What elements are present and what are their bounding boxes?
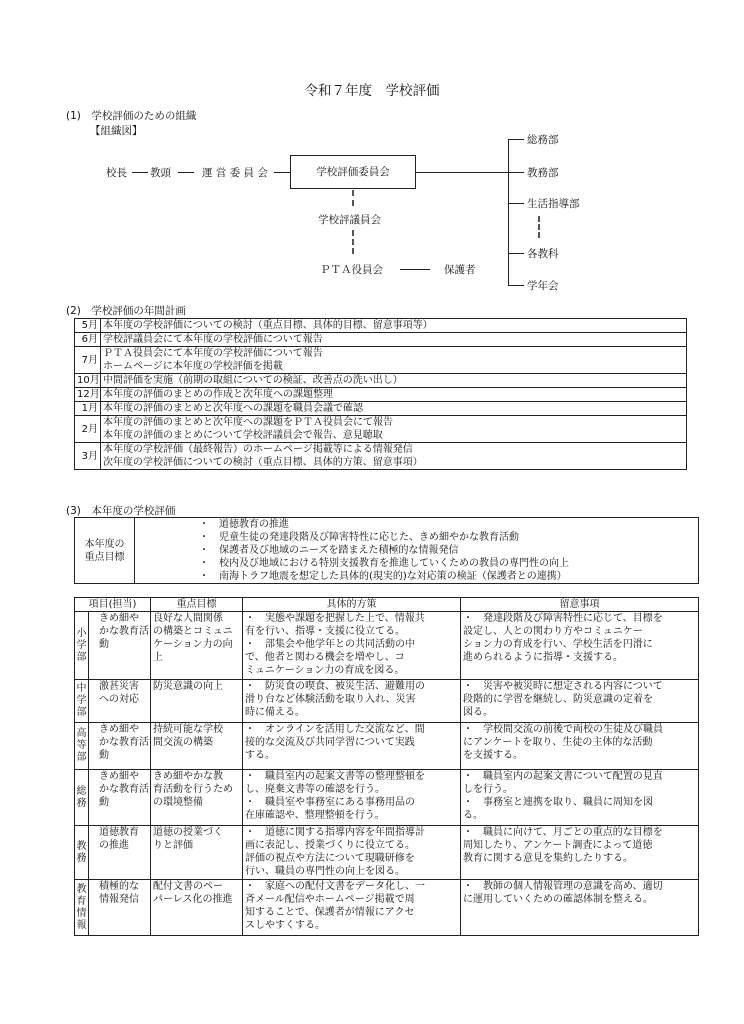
org-chart-label: 【組織図】 [90, 125, 143, 137]
row-item-line: への対応 [99, 694, 139, 705]
row-measure-line: 在庫確認や、整理整頓を行う。 [245, 810, 385, 821]
row-goal [151, 723, 243, 770]
row-goal-line: 持続可能な学校 [153, 724, 223, 735]
row-item-line: かな教育活 [99, 784, 149, 795]
org-pta-board: ＰＴＡ役員会 [320, 264, 383, 276]
dept-subjects: 各教科 [527, 248, 559, 260]
plan-month: 12月 [75, 388, 101, 402]
row-note-line: ション力の育成を行い、学校生活を円滑に [463, 639, 653, 650]
row-measure-line: ・ 防災食の喫食、被災生活、避難用の [245, 681, 425, 692]
row-measure-line: 評価の視点や方法について現職研修を [245, 853, 415, 864]
plan-month: 1月 [75, 402, 101, 416]
row-note-line: ・ 災害や被災時に想定される内容について [463, 681, 663, 692]
plan-row [75, 443, 687, 470]
row-item-line: かな教育活 [99, 737, 149, 748]
row-goal-line: 良好な人間関係 [153, 613, 223, 624]
evaluation-row [75, 612, 699, 680]
row-item-line: かな教育活 [99, 626, 149, 637]
row-measure-line: ・ 道徳に関する指導内容を年間指導計 [245, 827, 425, 838]
dept-grade-meeting: 学年会 [527, 280, 559, 292]
section2-heading: (2) 学校評価の年間計画 [66, 305, 186, 317]
row-measure-line: 行い、職員の専門性の向上を図る。 [245, 866, 405, 877]
row-item-line: 情報発信 [99, 894, 139, 905]
plan-content [101, 388, 687, 402]
evaluation-row [75, 826, 699, 880]
connector [178, 172, 194, 173]
connector [415, 172, 508, 173]
row-measure-line: ・ オンラインを活用した交流など、間 [245, 724, 425, 735]
row-measure-line: ミュニケーション力の育成を図る。 [245, 665, 405, 676]
row-goal [151, 680, 243, 723]
evaluation-row [75, 770, 699, 826]
row-item [89, 680, 151, 723]
row-note-line: 周知したり、アンケート調査によって道徳 [463, 840, 653, 851]
connector [508, 285, 524, 286]
plan-row [75, 319, 687, 333]
plan-month: 6月 [75, 333, 101, 347]
priority-goal: ・ 校内及び地域における特別支援教育を推進していくための教員の専門性の向上 [199, 558, 569, 569]
section3-heading: (3) 本年度の学校評価 [66, 505, 176, 517]
row-measure-line: ・ 家庭への配付文書をデータ化し、一 [245, 881, 425, 892]
org-management-committee: 運 営 委 員 会 [202, 167, 268, 179]
row-note-line: を支援する。 [463, 750, 523, 761]
row-measure [243, 680, 461, 723]
header-notes: 留意事項 [461, 598, 699, 612]
header-measures: 具体的方策 [243, 598, 461, 612]
row-item [89, 723, 151, 770]
row-item-line: きめ細や [99, 613, 139, 624]
plan-row [75, 347, 687, 374]
plan-line: ホームページに本年度の学校評価を掲載 [103, 361, 283, 372]
dashed-link [352, 190, 354, 206]
row-note [461, 826, 699, 880]
plan-content [101, 402, 687, 416]
dept-student-guidance: 生活指導部 [527, 198, 580, 210]
org-principal: 校長 [106, 167, 127, 179]
plan-line: 次年度の学校評価についての検討（重点目標、具体的方策、留意事項） [103, 457, 423, 468]
row-department: 教 育 情 報 [75, 880, 89, 936]
row-measure-line: スしやすくする。 [245, 920, 325, 931]
priority-goal: ・ 児童生徒の発達段階及び障害特性に応じた、きめ細やかな教育活動 [199, 532, 519, 543]
row-goal-line: の構築とコミュニ [153, 626, 233, 637]
row-goal [151, 880, 243, 936]
row-goal [151, 770, 243, 826]
org-school-councillors: 学校評議員会 [318, 214, 381, 226]
row-department: 教 務 [75, 826, 89, 880]
row-item-line: 激甚災害 [99, 681, 139, 692]
priority-goal: ・ 保護者及び地域のニーズを踏まえた積極的な情報発信 [199, 545, 459, 556]
row-goal [151, 826, 243, 880]
page-title: 令和７年度 学校評価 [304, 83, 440, 99]
row-measure-line: ・ 部集会や他学年との共同活動の中 [245, 639, 415, 650]
row-department: 小 学 部 [75, 612, 89, 680]
row-note [461, 723, 699, 770]
row-goal-line: 道徳の授業づく [153, 827, 223, 838]
plan-line: ＰＴＡ役員会にて本年度の学校評価について報告 [103, 348, 323, 359]
plan-line: 本年度の評価のまとめと次年度への課題を職員会議で確認 [103, 403, 363, 414]
row-note-line: 教育に関する意見を集約したりする。 [463, 853, 633, 864]
evaluation-table [74, 597, 699, 936]
connector [400, 269, 430, 270]
row-measure-line: 知することで、保護者が情報にアクセ [245, 907, 415, 918]
row-measure [243, 612, 461, 680]
row-note-line: ・ 職員に向けて、月ごとの重点的な目標を [463, 827, 663, 838]
plan-content [101, 416, 687, 443]
priority-goal: ・ 道徳教育の推進 [199, 519, 289, 530]
plan-line: 本年度の学校評価についての検討（重点目標、具体的目標、留意事項等） [103, 320, 433, 331]
row-note-line: 図る。 [463, 707, 493, 718]
plan-line: 本年度の評価のまとめと次年度への課題をＰＴＡ役員会にて報告 [103, 417, 393, 428]
row-note-line: に運用していくための確認体制を整える。 [463, 894, 653, 905]
row-goal-line: 上 [153, 652, 163, 663]
org-evaluation-committee: 学校評価委員会 [316, 166, 390, 178]
plan-row [75, 333, 687, 347]
row-goal-line: の環境整備 [153, 797, 203, 808]
row-note-line: 設定し、人との関わり方やコミュニケー [463, 626, 643, 637]
row-note-line: しを行う。 [463, 784, 513, 795]
row-item-line: 積極的な [99, 881, 139, 892]
row-goal-line: ケーション力の向 [153, 639, 233, 650]
row-measure-line: ・ 職員室内の起案文書等の整理整頓を [245, 771, 425, 782]
row-goal [151, 612, 243, 680]
annual-plan-table [74, 318, 687, 470]
priority-goal: ・ 南海トラフ地震を想定した具体的(現実的)な対応策の検証（保護者との連携） [199, 571, 567, 582]
header-item: 項目(担当) [75, 598, 151, 612]
row-item [89, 612, 151, 680]
row-measure-line: 接的な交流及び共同学習について実践 [245, 737, 415, 748]
row-measure-line: 時に備える。 [245, 707, 305, 718]
row-note-line: にアンケートを取り、生徒の主体的な活動 [463, 737, 653, 748]
row-measure [243, 723, 461, 770]
row-measure-line: 有を行い、指導・支援に役立てる。 [245, 626, 405, 637]
plan-line: 本年度の評価のまとめの作成と次年度への課題整理 [103, 389, 333, 400]
row-goal-line: パーレス化の推進 [153, 894, 233, 905]
priority-goals-table [74, 517, 699, 584]
dept-trunk-line [508, 139, 509, 285]
plan-month: 7月 [75, 347, 101, 374]
row-measure-line: 画に表記し、授業づくりに役立てる。 [245, 840, 415, 851]
row-measure-line: ・ 職員室や事務室にある事務用品の [245, 797, 415, 808]
plan-line: 中間評価を実施（前期の取組についての検証、改善点の洗い出し） [103, 375, 403, 386]
row-measure-line: 滑り台など体験活動を取り入れ、災害 [245, 694, 416, 705]
row-note-line: ・ 事務室と連携を取り、職員に周知を図 [463, 797, 653, 808]
plan-row [75, 388, 687, 402]
row-measure [243, 770, 461, 826]
connector [508, 203, 524, 204]
priority-goals-label: 本年度の 重点目標 [75, 518, 135, 584]
dashed-link [352, 230, 354, 254]
plan-content [101, 443, 687, 470]
row-goal-line: 育活動を行うため [153, 784, 233, 795]
row-item-line: 動 [99, 750, 109, 761]
row-goal-line: きめ細やかな教 [153, 771, 223, 782]
row-note-line: ・ 発達段階及び障害特性に応じて、目標を [463, 613, 663, 624]
plan-content [101, 347, 687, 374]
row-note [461, 770, 699, 826]
row-note-line: ・ 教師の個人情報管理の意識を高め、適切 [463, 881, 663, 892]
connector [274, 172, 290, 173]
connector [508, 172, 524, 173]
row-goal-line: 防災意識の向上 [153, 681, 223, 692]
evaluation-row [75, 880, 699, 936]
row-item-line: 動 [99, 639, 109, 650]
row-item [89, 826, 151, 880]
row-note-line: 進められるように指導・支援する。 [463, 652, 623, 663]
row-item [89, 880, 151, 936]
plan-month: 3月 [75, 443, 101, 470]
evaluation-row [75, 723, 699, 770]
row-measure [243, 880, 461, 936]
row-measure-line: ・ 実態や課題を把握した上で、情報共 [245, 613, 425, 624]
row-note-line: ・ 職員室内の起案文書について配置の見直 [463, 771, 663, 782]
row-measure-line: で、他者と関わる機会を増やし、コ [245, 652, 405, 663]
dept-academic-affairs: 教務部 [527, 167, 559, 179]
row-measure-line: 斉メール配信やホームページ掲載で周 [245, 894, 415, 905]
row-note [461, 680, 699, 723]
row-item [89, 770, 151, 826]
row-item-line: 動 [99, 797, 109, 808]
row-item-line: 道徳教育 [99, 827, 139, 838]
row-goal-line: りと評価 [153, 840, 193, 851]
row-department: 総 務 [75, 770, 89, 826]
row-measure [243, 826, 461, 880]
row-item-line: きめ細や [99, 724, 139, 735]
row-note-line: る。 [463, 810, 483, 821]
dept-general-affairs: 総務部 [527, 134, 559, 146]
row-item-line: きめ細や [99, 771, 139, 782]
plan-row [75, 402, 687, 416]
plan-month: 2月 [75, 416, 101, 443]
row-department: 高 等 部 [75, 723, 89, 770]
row-note [461, 880, 699, 936]
row-department: 中 学 部 [75, 680, 89, 723]
plan-month: 5月 [75, 319, 101, 333]
section1-heading: (1) 学校評価のための組織 [66, 110, 197, 122]
plan-row [75, 374, 687, 388]
row-goal-line: 間交流の構築 [153, 737, 213, 748]
evaluation-row [75, 680, 699, 723]
row-item-line: の推進 [99, 840, 129, 851]
header-goal: 重点目標 [151, 598, 243, 612]
plan-month: 10月 [75, 374, 101, 388]
row-note-line: 段階的に学習を継続し、防災意識の定着を [463, 694, 653, 705]
row-measure-line: し、廃棄文書等の確認を行う。 [245, 784, 385, 795]
row-note-line: ・ 学校間交流の前後で両校の生徒及び職員 [463, 724, 663, 735]
row-goal-line: 配付文書のペー [153, 881, 223, 892]
plan-content [101, 374, 687, 388]
row-measure-line: する。 [245, 750, 275, 761]
plan-line: 本年度の学校評価（最終報告）のホームページ掲載等による情報発信 [103, 444, 413, 455]
row-note [461, 612, 699, 680]
plan-row [75, 416, 687, 443]
org-vice-principal: 教頭 [150, 167, 171, 179]
connector [508, 139, 524, 140]
connector [132, 172, 148, 173]
dept-dashed-link [538, 216, 540, 238]
org-evaluation-committee-box [290, 155, 416, 189]
priority-goals-list [135, 518, 699, 584]
connector [508, 253, 524, 254]
plan-content [101, 333, 687, 347]
plan-line: 本年度の評価のまとめについて学校評議員会で報告、意見聴取 [103, 430, 383, 441]
plan-line: 学校評議員会にて本年度の学校評価について報告 [103, 334, 323, 345]
plan-content [101, 319, 687, 333]
org-guardians: 保護者 [444, 264, 476, 276]
